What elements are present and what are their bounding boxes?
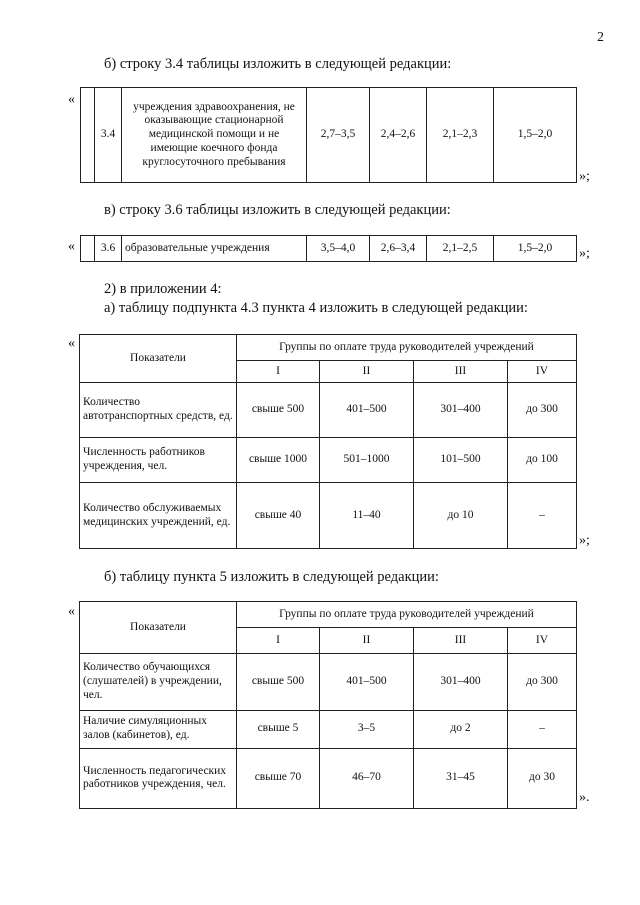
close-quote: ». [579, 790, 590, 805]
table-row [80, 438, 577, 483]
group-label: II [320, 361, 414, 383]
row-text: учреждения здравоохранения, не оказывающие стационарной медицинской помощи и не имеющие коечного фонда круглосуточного пребывания [122, 88, 307, 183]
value-cell: до 100 [508, 438, 577, 483]
row-3-6-table [80, 235, 577, 262]
table-5 [79, 601, 577, 809]
value-cell: 301–400 [414, 383, 508, 438]
value-cell: 46–70 [320, 748, 414, 808]
group-label: II [320, 628, 414, 654]
value-cell: 3–5 [320, 710, 414, 748]
table-header-row [80, 602, 577, 628]
header-group: Группы по оплате труда руководителей учреждений [237, 602, 577, 628]
table-row [81, 88, 577, 183]
value-cell: 2,6–3,4 [370, 236, 427, 262]
row-label: Наличие симуляционных залов (кабинетов), ед. [80, 710, 237, 748]
table-row [80, 710, 577, 748]
section-2-line1: 2) в приложении 4: [104, 281, 222, 297]
open-quote: « [68, 92, 75, 107]
value-cell: свыше 1000 [237, 438, 320, 483]
value-cell: 101–500 [414, 438, 508, 483]
section-b1-heading: б) строку 3.4 таблицы изложить в следующей редакции: [104, 56, 452, 72]
row-3-4-table [80, 87, 577, 183]
table-row [80, 748, 577, 808]
value-cell: – [508, 710, 577, 748]
close-quote: »; [579, 246, 590, 261]
table-row [80, 483, 577, 549]
group-label: I [237, 361, 320, 383]
value-cell: 31–45 [414, 748, 508, 808]
value-cell: 1,5–2,0 [494, 88, 577, 183]
header-label: Показатели [80, 335, 237, 383]
header-label: Показатели [80, 602, 237, 654]
value-cell: до 30 [508, 748, 577, 808]
value-cell: до 10 [414, 483, 508, 549]
group-label: I [237, 628, 320, 654]
value-cell: 401–500 [320, 654, 414, 710]
section-v-heading: в) строку 3.6 таблицы изложить в следующей редакции: [104, 202, 451, 218]
value-cell: до 300 [508, 654, 577, 710]
value-cell: свыше 5 [237, 710, 320, 748]
value-cell: 2,4–2,6 [370, 88, 427, 183]
open-quote: « [68, 604, 75, 619]
value-cell: 2,1–2,3 [427, 88, 494, 183]
row-label: Количество обучающихся (слушателей) в учреждении, чел. [80, 654, 237, 710]
group-label: IV [508, 628, 577, 654]
table-row [80, 654, 577, 710]
group-label: IV [508, 361, 577, 383]
value-cell: свыше 40 [237, 483, 320, 549]
header-group: Группы по оплате труда руководителей учреждений [237, 335, 577, 361]
close-quote: »; [579, 169, 590, 184]
row-label: Численность педагогических работников учреждения, чел. [80, 748, 237, 808]
close-quote: »; [579, 533, 590, 548]
row-number: 3.4 [95, 88, 122, 183]
value-cell: свыше 70 [237, 748, 320, 808]
row-label: Количество обслуживаемых медицинских учреждений, ед. [80, 483, 237, 549]
group-label: III [414, 628, 508, 654]
value-cell: 1,5–2,0 [494, 236, 577, 262]
value-cell: 301–400 [414, 654, 508, 710]
value-cell: 2,7–3,5 [307, 88, 370, 183]
value-cell: 3,5–4,0 [307, 236, 370, 262]
section-2-line2: а) таблицу подпункта 4.3 пункта 4 изложить в следующей редакции: [104, 300, 528, 316]
row-number: 3.6 [95, 236, 122, 262]
row-text: образовательные учреждения [122, 236, 307, 262]
page-number: 2 [597, 30, 604, 45]
table-4-3 [79, 334, 577, 549]
value-cell: 2,1–2,5 [427, 236, 494, 262]
table-row [81, 236, 577, 262]
value-cell: до 300 [508, 383, 577, 438]
value-cell: до 2 [414, 710, 508, 748]
table-header-row [80, 335, 577, 361]
value-cell: свыше 500 [237, 654, 320, 710]
value-cell: свыше 500 [237, 383, 320, 438]
open-quote: « [68, 239, 75, 254]
row-label: Количество автотранспортных средств, ед. [80, 383, 237, 438]
value-cell: 401–500 [320, 383, 414, 438]
open-quote: « [68, 336, 75, 351]
section-b2-heading: б) таблицу пункта 5 изложить в следующей редакции: [104, 569, 439, 585]
value-cell: 11–40 [320, 483, 414, 549]
group-label: III [414, 361, 508, 383]
value-cell: 501–1000 [320, 438, 414, 483]
row-label: Численность работников учреждения, чел. [80, 438, 237, 483]
table-row [80, 383, 577, 438]
value-cell: – [508, 483, 577, 549]
